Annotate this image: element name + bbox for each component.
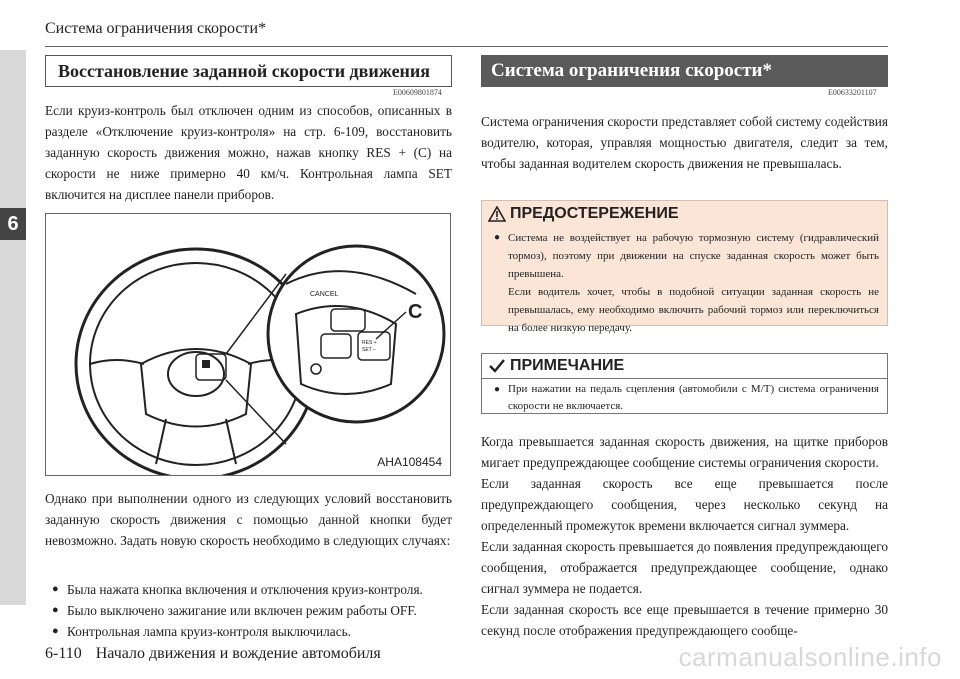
section-title-resume-speed: Восстановление заданной скорости движения: [45, 55, 452, 87]
note-box: [481, 353, 888, 414]
list-item: ● Контрольная лампа круиз-контроля выключилась.: [52, 621, 452, 642]
cancel-label: CANCEL: [310, 291, 339, 298]
note-text-body: При нажатии на педаль сцепления (автомобили с M/T) система ограничения скорости не включается.: [508, 383, 879, 412]
page-footer: [45, 645, 381, 663]
note-header: [482, 354, 887, 379]
figure-code: AHA108454: [377, 455, 442, 469]
section-code-left: E00609801874: [393, 88, 442, 97]
watermark: carmanualsonline.info: [678, 642, 942, 672]
page-number: 6-110: [45, 645, 82, 662]
warning-text: ● Система не воздействует на рабочую тормозную систему (гидравлический тормоз), поэтому при движении на спуске заданная скорость может быть превышена. Если водитель хочет, чтобы в подобной ситуации заданная скорость не превышалась, ему необходимо включить рабочий тормоз или переключиться на более низкую передачу.: [482, 227, 887, 337]
note-text: ● При нажатии на педаль сцепления (автомобили с M/T) система ограничения скорости не включается.: [482, 379, 887, 415]
limiter-intro-paragraph: Система ограничения скорости представляет собой систему содействия водителю, которая, управляя мощностью двигателя, следит за тем, чтобы заданная водителем скорость движения не превышалась.: [481, 114, 888, 171]
list-item: ● Была нажата кнопка включения и отключения круиз-контроля.: [52, 579, 452, 600]
page-header-title: Система ограничения скорости*: [45, 20, 267, 37]
footer-chapter-title: Начало движения и вождение автомобиля: [95, 645, 381, 662]
warning-title: ПРЕДОСТЕРЕЖЕНИЕ: [510, 205, 679, 222]
svg-text:SET –: SET –: [362, 347, 376, 353]
chapter-number: 6: [0, 208, 26, 240]
note-title: ПРИМЕЧАНИЕ: [510, 357, 625, 374]
check-icon: [488, 358, 506, 374]
warning-text-2: Если водитель хочет, чтобы в подобной ситуации заданная скорость не превышалась, ему необходимо включить рабочий тормоз или переключиться на более низкую передачу.: [508, 286, 879, 334]
res-set-label: RES +: [362, 340, 377, 346]
warning-text-1: Система не воздействует на рабочую тормозную систему (гидравлический тормоз), поэтому при движении на спуске заданная скорость может быть превышена.: [508, 232, 879, 280]
warning-box: [481, 200, 888, 334]
conditions-list: [52, 579, 452, 642]
resume-intro-paragraph: Если круиз-контроль был отключен одним из способов, описанных в разделе «Отключение круиз-контроля» на стр. 6-109, восстановить заданную скорость движения можно, нажав кнопку RES + (C) на скорости не ниже примерно 40 км/ч. Контрольная лампа SET включится на дисплее панели приборов.: [45, 103, 452, 202]
warning-triangle-icon: [488, 206, 506, 222]
section-title-speed-limiter: Система ограничения скорости*: [481, 55, 888, 87]
callout-c: C: [408, 301, 423, 323]
resume-conditions-paragraph: Однако при выполнении одного из следующих условий восстановить заданную скорость движения с помощью данной кнопки будет невозможно. Задать новую скорость необходимо в следующих случаях:: [45, 491, 452, 548]
list-item: ● Было выключено зажигание или включен режим работы OFF.: [52, 600, 452, 621]
limiter-body-paragraph: Когда превышается заданная скорость движения, на щитке приборов мигает предупреждающее сообщение системы ограничения скорости. Если заданная скорость все еще превышается после предупреждающего сообщения, через несколько секунд на определенный промежуток времени включается сигнал зуммера. Если заданная скорость превышается до появления предупреждающего сообщения, отображается предупреждающее сообщение, однако сигнал зуммера не подается. Если заданная скорость все еще превышается в течение примерно 30 секунд после отображения предупреждающего сообще-: [481, 434, 888, 638]
steering-wheel-illustration: [46, 214, 450, 475]
header-divider: [45, 46, 888, 47]
warning-header: [482, 201, 887, 227]
section-code-right: E00633201107: [828, 88, 877, 97]
chapter-side-tab: [0, 50, 26, 605]
steering-wheel-figure: [45, 213, 451, 476]
